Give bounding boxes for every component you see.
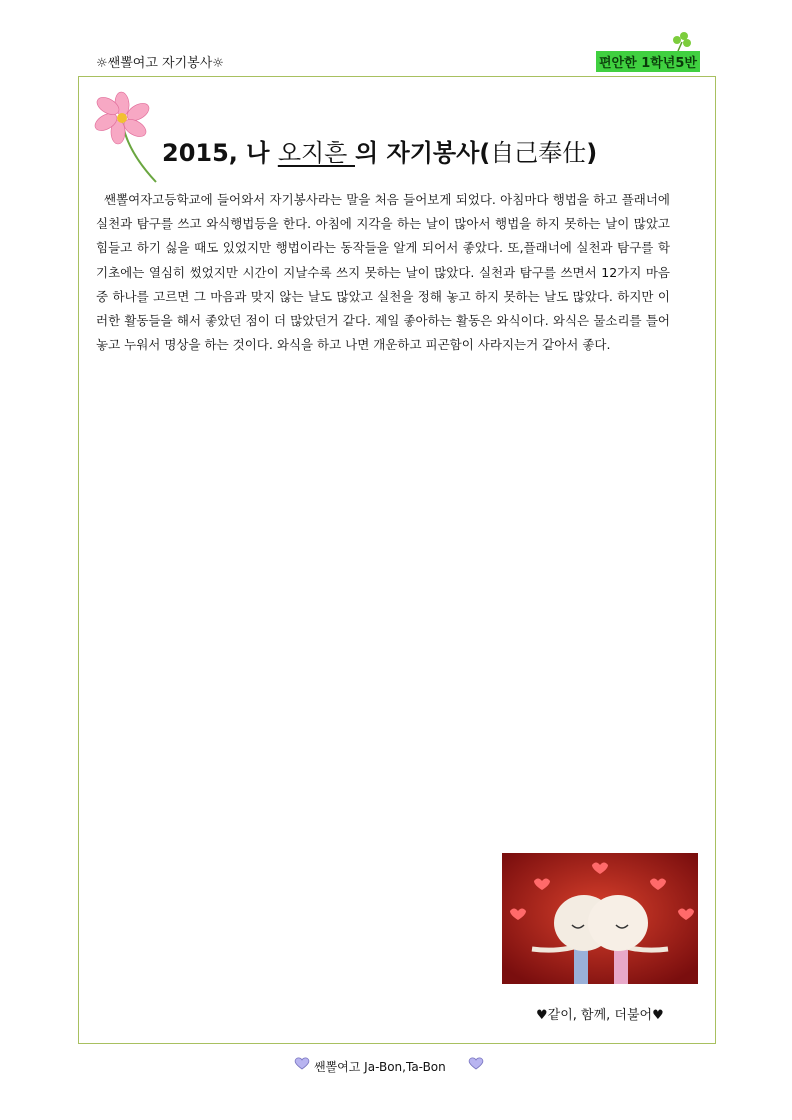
title-suffix: 의 자기봉사( (355, 139, 491, 167)
heart-icon (467, 1056, 485, 1071)
title-close: ) (586, 139, 598, 167)
class-badge: 편안한 1학년5반 (596, 51, 700, 72)
clover-icon (668, 30, 696, 52)
couple-hug-image (502, 853, 698, 984)
essay-paragraph: 쌘뽈여자고등학교에 들어와서 자기봉사라는 말을 처음 들어보게 되었다. 아침마다 행법을 하고 플래너에 실천과 탐구를 쓰고 와식행법등을 한다. 아침에 지각을 하는 날이 많아서 행법을 하지 못하는 날이 많았고 힘들고 하기 싫을 때도 있었지만 행법이라는 동작들을 알게 되어서 좋았다. 또,플래너에 실천과 탐구를 학기초에는 열심히 썼었지만 시간이 지날수록 쓰지 못하는 날이 많았다. 실천과 탐구를 쓰면서 12가지 마음 중 하나를 고르면 그 마음과 맞지 않는 날도 많았고 실천을 정해 놓고 하지 못하는 날도 많았다. 하지만 이러한 활동들을 해서 좋았던 점이 더 많았던거 같다. 제일 좋아하는 활동은 와식이다. 와식은 물소리를 틀어놓고 누워서 명상을 하는 것이다. 와식을 하고 나면 개운하고 피곤함이 사라지는거 같아서 좋다. (96, 192, 670, 353)
cosmos-flower-icon (88, 90, 168, 186)
page-title (162, 133, 597, 168)
header-school-label: ☼쌘뽈여고 자기봉사☼ (96, 56, 224, 71)
essay-body (96, 188, 670, 357)
heart-icon (293, 1056, 311, 1071)
title-hanja: 自己奉仕 (490, 139, 587, 167)
footer-label: 쌘뽈여고 Ja-Bon,Ta-Bon (314, 1060, 446, 1074)
title-name: 오지흔 (277, 139, 355, 167)
image-caption: ♥같이, 함께, 더불어♥ (536, 1008, 664, 1023)
title-prefix: 2015, 나 (162, 139, 278, 167)
